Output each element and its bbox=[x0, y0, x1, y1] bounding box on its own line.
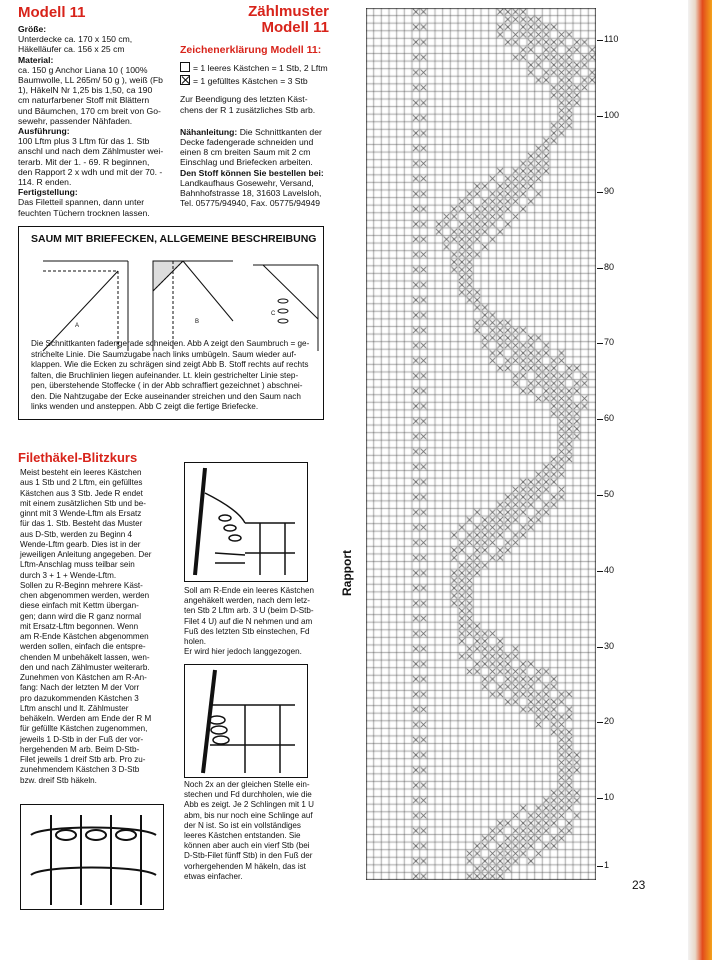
rapport-label: Rapport bbox=[340, 550, 354, 596]
row-label-50: 50 bbox=[604, 489, 615, 499]
kurs-line: behäkeln. Werden am Ende der R M bbox=[20, 714, 152, 723]
fertig-label: Fertigstellung: bbox=[18, 187, 78, 198]
material-line: und Bäumchen, 170 cm breit von Go- bbox=[18, 105, 161, 116]
model-title: Modell 11 bbox=[18, 4, 86, 21]
legend-empty bbox=[180, 62, 340, 73]
legend-filled bbox=[180, 75, 340, 86]
kurs-line: aus 1 Stb und 2 Lftm, ein gefülltes bbox=[20, 478, 143, 488]
kurs-line: Lftm anschl und lt. Zählmuster bbox=[20, 703, 129, 713]
kurs-line: hergehenden M arb. Beim D-Stb- bbox=[20, 744, 140, 754]
kurs-line: Meist besteht ein leeres Kästchen bbox=[20, 468, 142, 477]
note-line: Zur Beendigung des letzten Käst- bbox=[180, 94, 308, 105]
caption-2-line: Noch 2x an der gleichen Stelle ein- bbox=[184, 780, 310, 789]
caption-2-line: leeres Kästchen entstanden. Sie bbox=[184, 831, 301, 841]
caption-2-line: abm, bis nur noch eine Schlinge auf bbox=[184, 810, 313, 820]
ausfuehrung-line: anschl und nach dem Zählmuster wei- bbox=[18, 146, 164, 157]
saum-line: strichelte Linie. Die Saumzugabe nach links umbügeln. Saum wieder auf- bbox=[31, 349, 297, 359]
legend-title: Zeichenerklärung Modell 11: bbox=[180, 44, 322, 56]
kurs-line: pro dazukommenden Kästchen 3 bbox=[20, 693, 139, 703]
naeh-line: Einschlag und Briefecken arbeiten. bbox=[180, 157, 313, 168]
naeh-line: einen 8 cm breiten Saum mit 2 cm bbox=[180, 147, 311, 158]
caption-1-line: angehäkelt werden, nach dem letz- bbox=[184, 596, 310, 606]
instructions-block bbox=[18, 24, 168, 218]
legend-filled-label: = 1 gefülltes Kästchen = 3 Stb bbox=[193, 76, 308, 87]
zaehlmuster-title bbox=[245, 4, 329, 36]
kurs-line: für das 1. Stb. Besteht das Muster bbox=[20, 519, 143, 529]
label-c: C bbox=[271, 311, 276, 317]
crochet-illustration-1 bbox=[184, 462, 308, 582]
material-line: sewehr, passender Nähfaden. bbox=[18, 115, 133, 126]
kurs-line: gen; dann wird die R ganz normal bbox=[20, 611, 142, 621]
kurs-line: bzw. dreif Stb häkeln. bbox=[20, 775, 97, 785]
row-label-70: 70 bbox=[604, 337, 615, 347]
kurs-line: Wende-Lftm gearb. Dies ist in der bbox=[20, 539, 141, 549]
caption-2-line: können aber auch ein vierf Stb (bei bbox=[184, 841, 310, 851]
caption-1 bbox=[184, 586, 324, 657]
saum-text bbox=[31, 339, 321, 413]
row-label-100: 100 bbox=[604, 110, 620, 120]
stoff-line: Bahnhofstrasse 18, 31603 Lavelsloh, bbox=[180, 188, 322, 199]
ausfuehrung-line: 100 Lftm plus 3 Lftm für das 1. Stb bbox=[18, 136, 150, 147]
kurs-line: aus D-Stb, werden zu Beginn 4 bbox=[20, 529, 133, 539]
page-number: 23 bbox=[632, 878, 646, 892]
kurs-line: den und nach Zählmuster weiterarb. bbox=[20, 662, 150, 672]
saum-line: pen, überstehende Stoffecke ( in der Abb schraffiert gezeichnet ) abschnei- bbox=[31, 381, 303, 390]
row-tick bbox=[597, 798, 603, 799]
kurs-line: werden sollen, einfach die entspre- bbox=[20, 642, 146, 652]
saum-line: links wenden und ansteppen. Abb C zeigt die fertige Briefecke. bbox=[31, 402, 259, 411]
label-b: B bbox=[195, 319, 200, 325]
title-line-2: Modell 11 bbox=[261, 19, 329, 36]
saum-line: klappen. Wie die Ecken zu schrägen sind zeigt Abb B. Stoff rechts auf rechts bbox=[31, 360, 309, 369]
saum-line: Die Schnittkanten fadengerade schneiden. Abb A zeigt den Saumbruch = ge- bbox=[31, 339, 310, 348]
row-tick bbox=[597, 268, 603, 269]
caption-2-line: Abb es zeigt. Je 2 Schlingen mit 1 U bbox=[184, 800, 315, 810]
groesse-line: Unterdecke ca. 170 x 150 cm, bbox=[18, 34, 133, 45]
legend-block bbox=[180, 62, 340, 208]
naeh-label: Nähanleitung: bbox=[180, 126, 238, 137]
row-label-90: 90 bbox=[604, 186, 615, 196]
row-tick bbox=[597, 495, 603, 496]
row-tick bbox=[597, 722, 603, 723]
stoff-line: Landkaufhaus Gosewehr, Versand, bbox=[180, 177, 314, 188]
kurs-line: jeweils 1 D-Stb in der Fuß der vor- bbox=[20, 734, 144, 744]
label-a: A bbox=[75, 323, 80, 329]
empty-square-icon bbox=[180, 62, 190, 72]
caption-1-line: Filet 4 U) auf die N nehmen und am bbox=[184, 616, 313, 626]
magazine-edge bbox=[688, 0, 712, 960]
row-tick bbox=[597, 866, 603, 867]
groesse-line: Häkelläufer ca. 156 x 25 cm bbox=[18, 44, 125, 55]
kurs-line: zunehmendem Kästchen 3 D-Stb bbox=[20, 765, 140, 775]
material-label: Material: bbox=[18, 54, 54, 65]
row-label-1: 1 bbox=[604, 860, 610, 870]
caption-1-line: Fuß des letzten Stb einstechen, Fd bbox=[184, 626, 310, 636]
kurs-line: Filet jeweils 1 dreif Stb arb. Pro zu- bbox=[20, 755, 146, 764]
kurs-line: fang: Nach der letzten M der Vorr bbox=[20, 683, 140, 693]
material-line: 1), HäkelN Nr 1,25 bis 1,50, ca 190 bbox=[18, 85, 153, 96]
caption-2-line: etwas einfacher. bbox=[184, 871, 243, 881]
row-label-10: 10 bbox=[604, 792, 615, 802]
crossed-square-icon bbox=[180, 75, 190, 85]
kurs-text bbox=[20, 468, 170, 786]
row-label-30: 30 bbox=[604, 641, 615, 651]
caption-1-line: holen. bbox=[184, 637, 207, 647]
ausfuehrung-line: 114. R enden. bbox=[18, 177, 72, 188]
stoff-line: Tel. 05775/94940, Fax. 05775/94949 bbox=[180, 198, 321, 209]
row-label-80: 80 bbox=[604, 262, 615, 272]
title-line-1: Zählmuster bbox=[248, 3, 329, 20]
row-label-20: 20 bbox=[604, 716, 615, 726]
row-label-110: 110 bbox=[604, 34, 619, 44]
fertig-line: Das Filetteil spannen, dann unter bbox=[18, 197, 145, 208]
kurs-line: Sollen zu R-Beginn mehrere Käst- bbox=[20, 580, 143, 590]
saum-box bbox=[18, 226, 324, 420]
row-label-40: 40 bbox=[604, 565, 615, 575]
row-tick bbox=[597, 571, 603, 572]
caption-2-line: D-Stb-Filet fünff Stb) in den Fuß der bbox=[184, 851, 313, 861]
naeh-line: Decke fadengerade schneiden und bbox=[180, 137, 314, 148]
kurs-line: ginnt mit 3 Wende-Lftm als Ersatz bbox=[20, 509, 142, 518]
row-tick bbox=[597, 192, 603, 193]
caption-1b: Er wird hier jedoch langgezogen. bbox=[184, 647, 302, 657]
saum-line: den. Die Nahtzugabe der Ecke auseinander streichen und den Saum nach bbox=[31, 391, 301, 401]
ausfuehrung-label: Ausführung: bbox=[18, 126, 70, 137]
ausfuehrung-line: terarb. Mit der 1. - 69. R beginnen, bbox=[18, 156, 150, 167]
kurs-line: Zunehmen von Kästchen am R-An- bbox=[20, 673, 147, 682]
legend-empty-label: = 1 leeres Kästchen = 1 Stb, 2 Lftm bbox=[193, 63, 328, 73]
caption-1-line: Soll am R-Ende ein leeres Kästchen bbox=[184, 586, 315, 595]
material-line: Baumwolle, LL 265m/ 50 g ), weiß (Fb bbox=[18, 75, 163, 86]
kurs-line: durch 3 + 1 + Wende-Lftm. bbox=[20, 570, 117, 580]
note-line: chens der R 1 zusätzliches Stb arb. bbox=[180, 104, 316, 115]
kurs-line: Kästchen aus 3 Stb. Jede R endet bbox=[20, 488, 143, 498]
row-tick bbox=[597, 40, 603, 41]
row-tick bbox=[597, 419, 603, 420]
kurs-line: chen abgenommen werden, werden bbox=[20, 591, 150, 600]
caption-1-line: ten Stb 2 Lftm arb. 3 U (beim D-Stb- bbox=[184, 606, 314, 616]
caption-2-line: der N ist. So ist ein vollständiges bbox=[184, 820, 301, 830]
saum-title: SAUM MIT BRIEFECKEN, ALLGEMEINE BESCHREIBUNG bbox=[31, 233, 317, 245]
row-label-60: 60 bbox=[604, 413, 615, 423]
row-tick bbox=[597, 647, 603, 648]
kurs-title: Filethäkel-Blitzkurs bbox=[18, 450, 138, 465]
fertig-line: feuchten Tüchern trocknen lassen. bbox=[18, 207, 150, 218]
kurs-line: chenden M unbehäkelt lassen, wen- bbox=[20, 652, 150, 662]
filet-chart-grid bbox=[366, 8, 596, 880]
kurs-line: mit Ersatz-Lftm begonnen. Wenn bbox=[20, 621, 139, 631]
caption-2-line: vorhergehenden M häkeln, das ist bbox=[184, 861, 306, 871]
crochet-illustration-3 bbox=[20, 804, 164, 910]
kurs-line: am R-Ende Kästchen abgenommen bbox=[20, 632, 149, 641]
caption-2 bbox=[184, 780, 324, 882]
caption-2-line: stechen und Fd durchholen, wie die bbox=[184, 790, 312, 800]
row-tick bbox=[597, 343, 603, 344]
kurs-line: für gefüllte Kästchen zugenommen, bbox=[20, 724, 148, 734]
row-tick bbox=[597, 116, 603, 117]
material-line: ca. 150 g Anchor Liana 10 ( 100% bbox=[18, 64, 148, 75]
stoff-label: Den Stoff können Sie bestellen bei: bbox=[180, 167, 324, 178]
ausfuehrung-line: den Rapport 2 x wdh und mit der 70. - bbox=[18, 166, 163, 177]
saum-line: falten, die Bruchlinien liegen aufeinander. Lt. klein gestrichelter Linie step- bbox=[31, 370, 299, 380]
crochet-illustration-2 bbox=[184, 664, 308, 778]
kurs-line: diese einfach mit Kettm übergan- bbox=[20, 601, 139, 611]
material-line: cm naturfarbener Stoff mit Blättern bbox=[18, 95, 150, 106]
groesse-label: Größe: bbox=[18, 24, 47, 34]
kurs-line: Lftm-Anschlag muss teilbar sein bbox=[20, 560, 135, 570]
kurs-line: mit einem zusätzlichen Stb und be- bbox=[20, 498, 146, 508]
naeh-line: Die Schnittkanten der bbox=[239, 126, 322, 137]
kurs-line: jeweiligen Anleitung angegeben. Der bbox=[20, 550, 152, 559]
